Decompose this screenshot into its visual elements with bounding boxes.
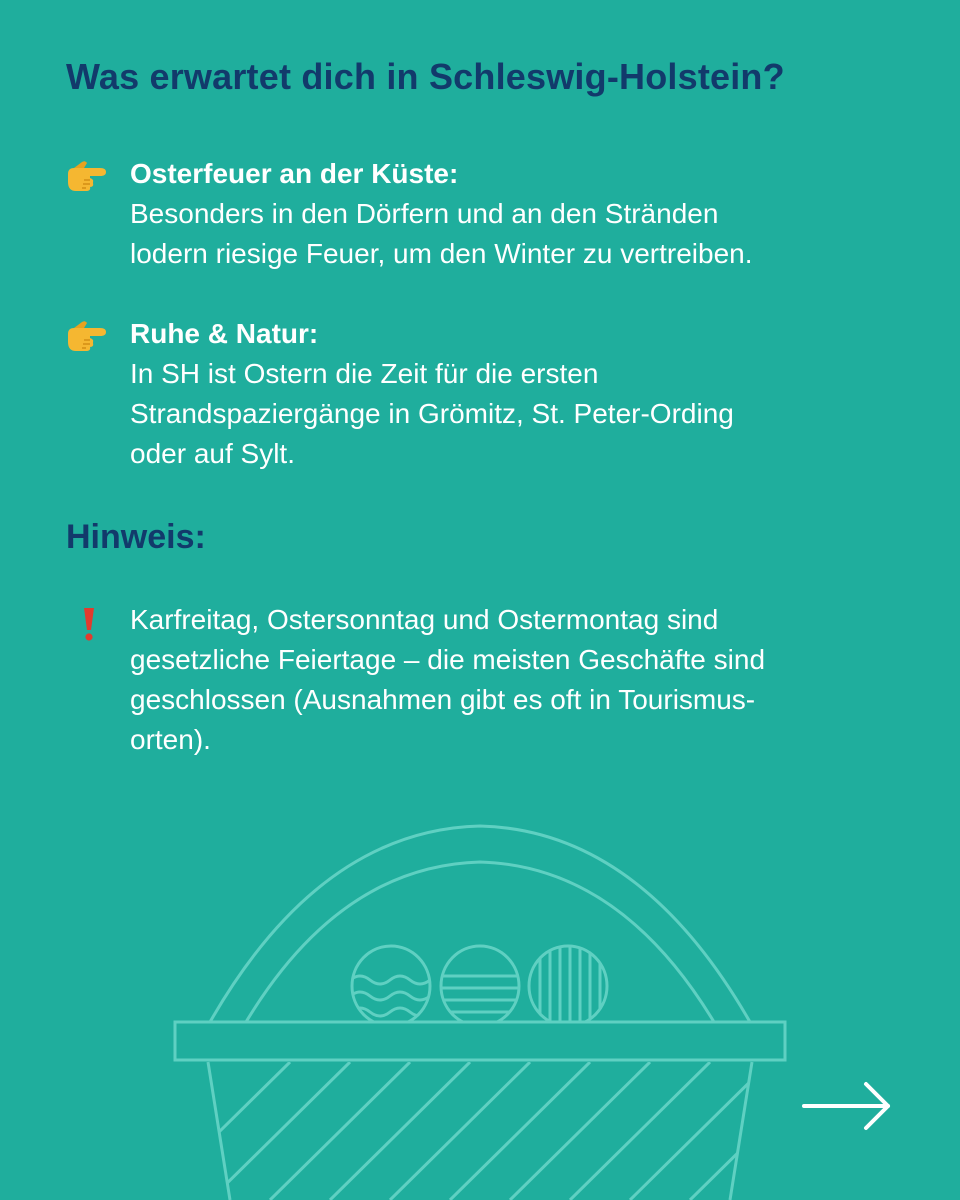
item-text: In SH ist Ostern die Zeit für die ersten Strandspaziergänge in Grömitz, St. Peter-Ording oder auf Sylt. bbox=[130, 358, 734, 469]
hint-text: Karfreitag, Ostersonntag und Ostermontag sind gesetzliche Feiertage – die meisten Geschäfte sind geschlossen (Ausnahmen gibt es oft in Tourismus- orten). bbox=[130, 604, 766, 755]
arrow-right-icon[interactable] bbox=[796, 1076, 896, 1136]
exclamation-icon bbox=[74, 606, 104, 642]
pointing-hand-icon bbox=[66, 318, 110, 354]
list-item-ruhe-natur bbox=[66, 314, 926, 474]
pointing-hand-icon bbox=[66, 158, 110, 194]
item-heading: Ruhe & Natur: bbox=[130, 318, 319, 349]
hint-item bbox=[66, 600, 926, 760]
item-heading: Osterfeuer an der Küste: bbox=[130, 158, 459, 189]
list-item-osterfeuer bbox=[66, 154, 926, 274]
hint-title: Hinweis: bbox=[66, 518, 206, 556]
page-title: Was erwartet dich in Schleswig-Holstein? bbox=[66, 56, 785, 97]
item-text: Besonders in den Dörfern und an den Stränden lodern riesige Feuer, um den Winter zu vertreiben. bbox=[130, 198, 753, 269]
easter-basket-icon bbox=[0, 800, 960, 1200]
